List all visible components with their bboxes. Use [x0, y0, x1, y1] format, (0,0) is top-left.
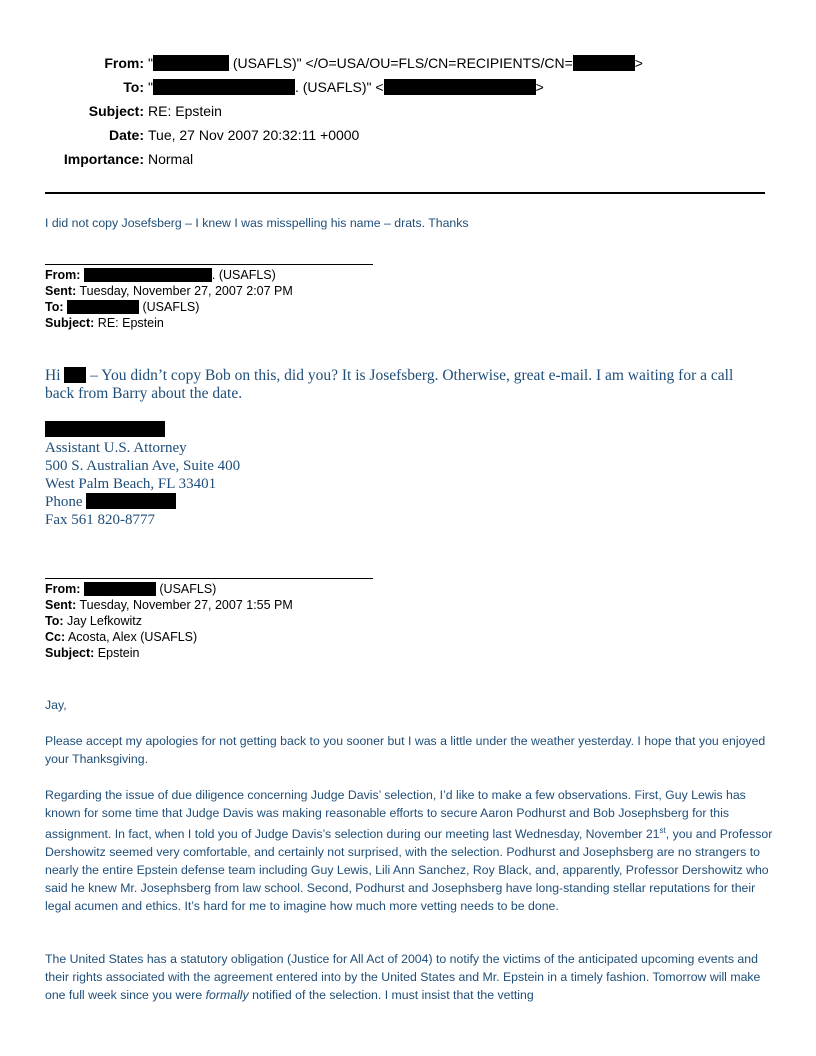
- header-date-value: Tue, 27 Nov 2007 20:32:11 +0000: [148, 127, 360, 143]
- message3-paragraph-2: Regarding the issue of due diligence concerning Judge Davis’ selection, I’d like to make a few observations. First, Guy Lewis has known for some time that Judge Davis was making reasonable efforts to secure Aaron Podhurst and Bob Josephsberg for this assignment. In fact, when I told you of Judge Davis’s selection during our meeting last Wednesday, November 21st, you and Professor Dershowitz seemed very comfortable, and certainly not surprised, with the selection. Podhurst and Josephsberg are no strangers to nearly the entire Epstein defense team including Guy Lewis, Lili Ann Sanchez, Roy Black, and, apparently, Professor Dershowitz who said he knew Mr. Josephsberg from law school. Second, Podhurst and Josephsberg have long-standing stellar reputations for their legal acumen and ethics. It’s hard for me to imagine how much more vetting needs to be done.: [45, 788, 773, 914]
- signature-phone: Phone: [45, 493, 240, 511]
- redaction-box: [45, 421, 165, 437]
- header-date-row: [0, 125, 816, 149]
- message3-greeting: Jay,: [45, 698, 67, 712]
- message-divider: [45, 578, 373, 579]
- signature-address-line1: 500 S. Australian Ave, Suite 400: [45, 458, 241, 474]
- reply-text: I did not copy Josefsberg – I knew I was misspelling his name – drats. Thanks: [45, 216, 469, 230]
- message3-paragraph-3: The United States has a statutory obligation (Justice for All Act of 2004) to notify the victims of the anticipated upcoming events and their rights associated with the agreement entered into by the United States and Mr. Epstein in a timely fashion. Tomorrow will make one full week since you were formally notified of the selection. I must insist that the vetting: [45, 952, 761, 1002]
- header-from-row: From: " (USAFLS)" </O=USA/OU=FLS/CN=RECIPIENTS/CN= >: [0, 53, 816, 77]
- message2-sent-value: Tuesday, November 27, 2007 2:07 PM: [79, 284, 293, 298]
- message3-sent-row: Sent: Tuesday, November 27, 2007 1:55 PM: [45, 598, 293, 612]
- signature-address-line2: West Palm Beach, FL 33401: [45, 476, 217, 492]
- message2-sent-row: Sent: Tuesday, November 27, 2007 2:07 PM: [45, 284, 293, 298]
- header-from-value: (USAFLS)" </O=USA/OU=FLS/CN=RECIPIENTS/CN=: [228, 55, 573, 71]
- message3-sent-value: Tuesday, November 27, 2007 1:55 PM: [79, 598, 293, 612]
- message2-header: [45, 267, 293, 331]
- header-subject-value: RE: Epstein: [148, 103, 222, 119]
- header-importance-label: Importance:: [63, 151, 144, 167]
- message-divider: [45, 264, 373, 265]
- redaction-box: [153, 55, 229, 71]
- message3-to-row: To: Jay Lefkowitz: [45, 614, 143, 628]
- signature-fax: Fax 561 820-8777: [45, 512, 155, 528]
- header-subject-row: [0, 101, 816, 125]
- email-header: [0, 53, 816, 173]
- header-subject-label: Subject:: [88, 103, 144, 119]
- header-to-label: To:: [123, 79, 144, 95]
- header-importance-value: Normal: [148, 151, 194, 167]
- message3-subject-row: Subject: Epstein: [45, 646, 140, 660]
- message2-from-value: . (USAFLS): [211, 268, 276, 282]
- header-to-value: . (USAFLS)" <: [294, 79, 384, 95]
- message3-from-value: (USAFLS): [159, 582, 217, 596]
- redaction-box: [86, 493, 176, 509]
- header-date-label: Date:: [108, 127, 144, 143]
- redaction-box: [64, 367, 86, 383]
- message3-from-row: From: (USAFLS): [45, 582, 217, 596]
- message2-to-value: (USAFLS): [142, 300, 200, 314]
- message2-from-row: From: . (USAFLS): [45, 268, 276, 282]
- message2-subject-value: RE: Epstein: [97, 316, 164, 330]
- redaction-box: [84, 268, 212, 282]
- redaction-box: [573, 55, 635, 71]
- message3-to-value: Jay Lefkowitz: [67, 614, 143, 628]
- redaction-box: [153, 79, 295, 95]
- message3-subject-value: Epstein: [97, 646, 140, 660]
- header-from-label: From:: [104, 55, 144, 71]
- message3-cc-row: Cc: Acosta, Alex (USAFLS): [45, 630, 198, 644]
- signature-block: [45, 421, 240, 529]
- message3-paragraph-1: Please accept my apologies for not getting back to you sooner but I was a little under the weather yesterday. I hope that you enjoyed your Thanksgiving.: [45, 734, 766, 766]
- redaction-box: [384, 79, 536, 95]
- message2-subject-row: Subject: RE: Epstein: [45, 316, 164, 330]
- message3-header: [45, 581, 293, 661]
- header-to-row: To: " . (USAFLS)" < >: [0, 77, 816, 101]
- signature-title: Assistant U.S. Attorney: [45, 440, 187, 456]
- message2-to-row: To: (USAFLS): [45, 300, 200, 314]
- redaction-box: [67, 300, 139, 314]
- message2-body: Hi – You didn’t copy Bob on this, did you? It is Josefsberg. Otherwise, great e-mail. I am waiting for a call back from Barry about the date.: [45, 367, 734, 402]
- redaction-box: [84, 582, 156, 596]
- header-divider: [45, 192, 765, 194]
- message3-cc-value: Acosta, Alex (USAFLS): [67, 630, 198, 644]
- header-importance-row: [0, 149, 816, 173]
